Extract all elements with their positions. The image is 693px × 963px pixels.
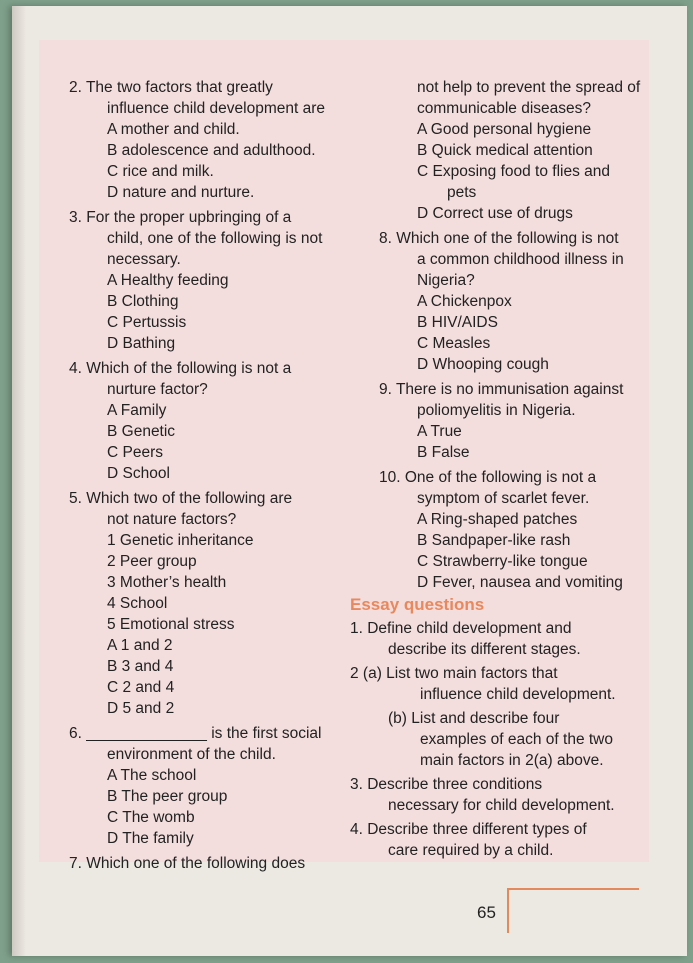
question-line: D The family xyxy=(107,830,194,847)
essay-line: (b) List and describe four xyxy=(388,710,560,727)
essay-line: 2 (a) List two main factors that xyxy=(350,665,558,682)
question-line: pets xyxy=(447,184,477,201)
question-line: A mother and child. xyxy=(107,121,240,138)
question-line: communicable diseases? xyxy=(417,100,592,117)
question-line: B adolescence and adulthood. xyxy=(107,142,316,159)
question-line: 2 Peer group xyxy=(107,553,197,570)
question-line: A Good personal hygiene xyxy=(417,121,592,138)
question-line: 10. One of the following is not a xyxy=(379,469,597,486)
question-line: nurture factor? xyxy=(107,381,208,398)
essay-line: influence child development. xyxy=(420,686,616,703)
question-line: A True xyxy=(417,423,462,440)
question-line: B Clothing xyxy=(107,293,179,310)
essay-line: 4. Describe three different types of xyxy=(350,821,587,838)
page-spine xyxy=(12,6,26,956)
question-line: a common childhood illness in xyxy=(417,251,624,268)
question-line: B Quick medical attention xyxy=(417,142,593,159)
question-line: C Strawberry-like tongue xyxy=(417,553,588,570)
question-line: not nature factors? xyxy=(107,511,237,528)
question-line: A The school xyxy=(107,767,197,784)
question-line: B HIV/AIDS xyxy=(417,314,498,331)
question-line: 9. There is no immunisation against xyxy=(379,381,624,398)
essay-heading: Essay questions xyxy=(350,595,485,614)
question-line: 1 Genetic inheritance xyxy=(107,532,254,549)
question-line: C 2 and 4 xyxy=(107,679,175,696)
question-line: A Ring-shaped patches xyxy=(417,511,578,528)
question-line: 2. The two factors that greatly xyxy=(69,79,273,96)
question-line: 5 Emotional stress xyxy=(107,616,235,633)
question-line: A 1 and 2 xyxy=(107,637,173,654)
question-line: Nigeria? xyxy=(417,272,475,289)
question-line: 4 School xyxy=(107,595,168,612)
question-line: 6. ______________ is the first social xyxy=(69,725,322,742)
question-line: 4. Which of the following is not a xyxy=(69,360,292,377)
essay-line: 1. Define child development and xyxy=(350,620,572,637)
question-line: A Chickenpox xyxy=(417,293,512,310)
question-line: not help to prevent the spread of xyxy=(417,79,641,96)
question-line: necessary. xyxy=(107,251,181,268)
question-line: D Fever, nausea and vomiting xyxy=(417,574,623,591)
question-line: C The womb xyxy=(107,809,195,826)
question-line: B Sandpaper-like rash xyxy=(417,532,571,549)
essay-line: describe its different stages. xyxy=(388,641,581,658)
question-line: C rice and milk. xyxy=(107,163,214,180)
question-line: 3 Mother’s health xyxy=(107,574,227,591)
question-line: environment of the child. xyxy=(107,746,276,763)
question-line: 8. Which one of the following is not xyxy=(379,230,619,247)
footer-rule-tick xyxy=(507,888,509,933)
question-line: child, one of the following is not xyxy=(107,230,323,247)
question-line: D Bathing xyxy=(107,335,176,352)
question-line: 7. Which one of the following does xyxy=(69,855,306,872)
question-line: influence child development are xyxy=(107,100,325,117)
essay-line: 3. Describe three conditions xyxy=(350,776,543,793)
question-line: symptom of scarlet fever. xyxy=(417,490,590,507)
question-line: A Healthy feeding xyxy=(107,272,229,289)
essay-line: examples of each of the two xyxy=(420,731,614,748)
question-line: C Measles xyxy=(417,335,491,352)
question-line: D 5 and 2 xyxy=(107,700,175,717)
question-line: D Whooping cough xyxy=(417,356,549,373)
footer-rule xyxy=(507,888,639,890)
essay-line: necessary for child development. xyxy=(388,797,615,814)
essay-line: care required by a child. xyxy=(388,842,554,859)
question-line: D School xyxy=(107,465,170,482)
question-line: C Pertussis xyxy=(107,314,187,331)
question-line: poliomyelitis in Nigeria. xyxy=(417,402,576,419)
question-line: A Family xyxy=(107,402,167,419)
page-number: 65 xyxy=(477,903,496,922)
question-panel xyxy=(39,40,649,872)
book-page xyxy=(12,6,687,956)
question-line: B Genetic xyxy=(107,423,176,440)
question-line: C Peers xyxy=(107,444,163,461)
question-line: B False xyxy=(417,444,470,461)
question-line: D nature and nurture. xyxy=(107,184,255,201)
essay-line: main factors in 2(a) above. xyxy=(420,752,604,769)
question-line: B 3 and 4 xyxy=(107,658,174,675)
question-line: B The peer group xyxy=(107,788,228,805)
question-line: D Correct use of drugs xyxy=(417,205,573,222)
question-line: C Exposing food to flies and xyxy=(417,163,611,180)
question-line: 5. Which two of the following are xyxy=(69,490,293,507)
question-line: 3. For the proper upbringing of a xyxy=(69,209,292,226)
